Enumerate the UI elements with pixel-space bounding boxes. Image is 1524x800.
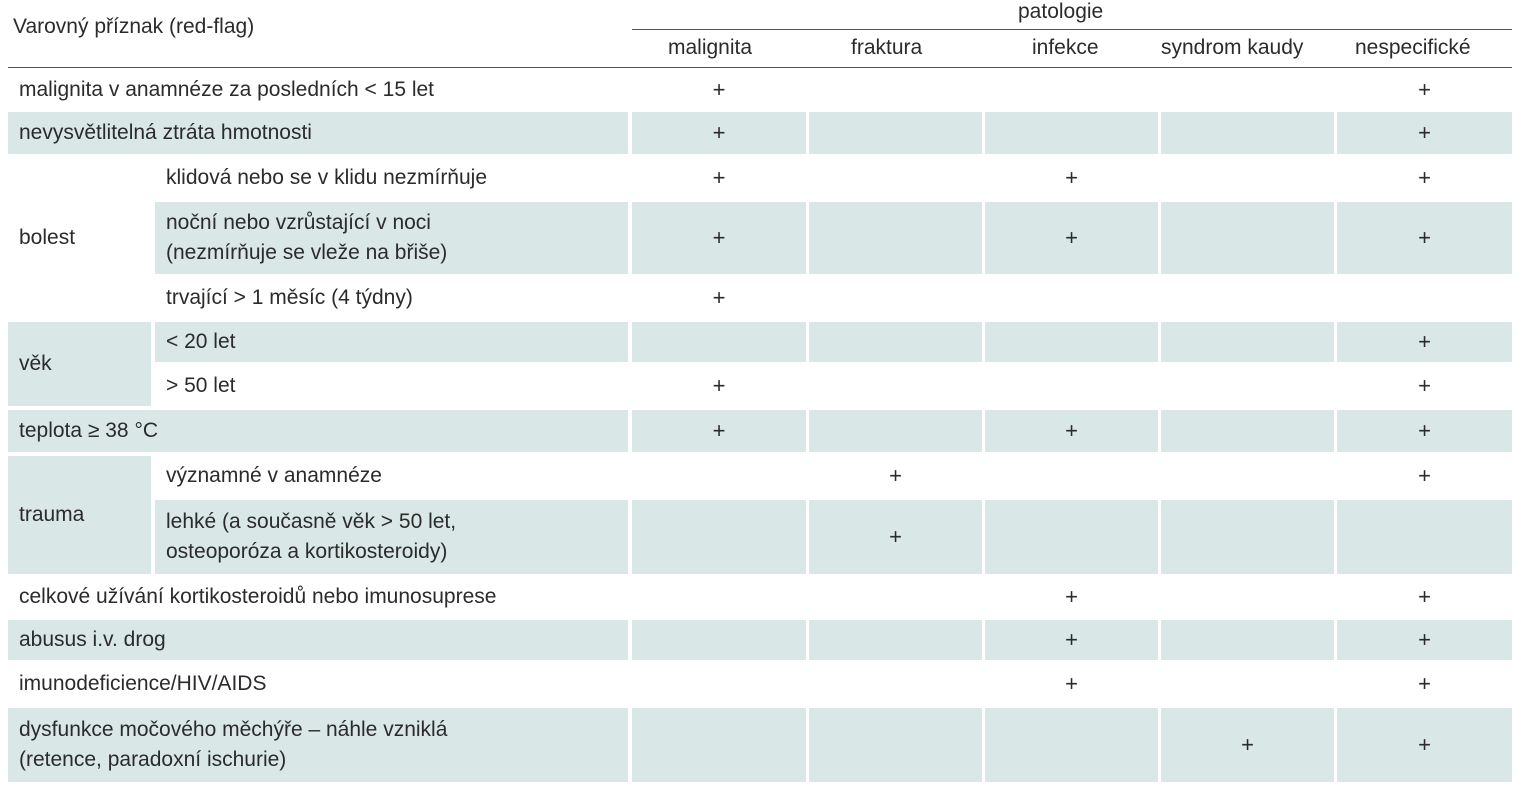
mark-cell	[1337, 366, 1512, 406]
mark-cell	[985, 322, 1158, 362]
mark-cell	[1337, 158, 1512, 198]
plus-mark: +	[1418, 671, 1431, 696]
mark-cell	[1337, 620, 1512, 660]
row-sublabel	[155, 500, 628, 574]
mark-cell	[632, 620, 806, 660]
row-label-header: Varovný příznak (red-flag)	[13, 15, 255, 38]
mark-cell	[809, 664, 982, 704]
mark-cell	[632, 456, 806, 496]
column-header-fraktura: fraktura	[851, 36, 923, 59]
mark-cell	[985, 278, 1158, 318]
mark-cell	[809, 278, 982, 318]
row-sublabel	[155, 322, 628, 362]
group-label-bolest	[8, 158, 153, 318]
mark-cell	[632, 578, 806, 616]
cell-multiline	[19, 715, 447, 775]
plus-mark: +	[712, 418, 726, 443]
cell-text-line: lehké (a současně věk > 50 let,	[166, 510, 457, 533]
cell-text-line: noční nebo vzrůstající v noci	[166, 211, 431, 234]
mark-cell	[1337, 664, 1512, 704]
cell-text: < 20 let	[166, 330, 236, 353]
mark-cell	[632, 70, 806, 110]
plus-mark: +	[712, 373, 726, 398]
mark-cell	[1161, 410, 1334, 452]
mark-cell	[985, 366, 1158, 406]
cell-multiline	[166, 507, 456, 567]
mark-cell	[632, 202, 806, 274]
plus-mark: +	[1418, 373, 1431, 398]
row-sublabel	[155, 278, 628, 318]
mark-cell	[809, 410, 982, 452]
mark-cell	[632, 112, 806, 154]
plus-mark: +	[712, 120, 726, 145]
mark-cell	[809, 70, 982, 110]
mark-cell	[1337, 456, 1512, 496]
mark-cell	[632, 278, 806, 318]
plus-mark: +	[1241, 732, 1254, 757]
plus-mark: +	[1418, 627, 1431, 652]
mark-cell	[985, 620, 1158, 660]
cell-text: trvající > 1 měsíc (4 týdny)	[166, 286, 413, 309]
cell-text: abusus i.v. drog	[19, 628, 166, 651]
mark-cell	[809, 202, 982, 274]
plus-mark: +	[1065, 165, 1078, 190]
cell-text: malignita v anamnéze za posledních < 15 let	[19, 78, 435, 101]
mark-cell	[1161, 278, 1334, 318]
mark-cell	[1337, 112, 1512, 154]
group-label-trauma	[8, 456, 151, 574]
row-sublabel	[155, 366, 628, 406]
plus-mark: +	[1418, 584, 1431, 609]
mark-cell	[632, 500, 806, 574]
group-label-věk	[8, 322, 151, 406]
row-label	[8, 620, 628, 660]
column-header-malignita: malignita	[668, 36, 753, 59]
cell-multiline	[166, 208, 447, 268]
plus-mark: +	[889, 463, 902, 488]
mark-cell	[1337, 70, 1512, 110]
plus-mark: +	[712, 225, 726, 250]
row-sublabel	[155, 456, 628, 496]
header-bottom-rule	[8, 67, 1512, 68]
mark-cell	[985, 664, 1158, 704]
mark-cell	[809, 322, 982, 362]
mark-cell	[632, 158, 806, 198]
plus-mark: +	[1418, 463, 1431, 488]
plus-mark: +	[1418, 732, 1431, 757]
plus-mark: +	[1065, 671, 1078, 696]
mark-cell	[985, 500, 1158, 574]
mark-cell	[809, 112, 982, 154]
mark-cell	[1337, 578, 1512, 616]
mark-cell	[985, 708, 1158, 782]
cell-text: trauma	[19, 503, 85, 526]
plus-mark: +	[1418, 225, 1431, 250]
mark-cell	[1161, 70, 1334, 110]
row-label	[8, 112, 628, 154]
mark-cell	[1337, 202, 1512, 274]
mark-cell	[1161, 322, 1334, 362]
row-label	[8, 708, 628, 782]
mark-cell	[1161, 620, 1334, 660]
row-sublabel	[155, 158, 628, 198]
cell-text: celkové užívání kortikosteroidů nebo imunosuprese	[19, 585, 497, 608]
mark-cell	[1337, 708, 1512, 782]
mark-cell	[1161, 456, 1334, 496]
mark-cell	[632, 664, 806, 704]
column-header-nespecificke: nespecifické	[1355, 36, 1471, 59]
mark-cell	[985, 202, 1158, 274]
cell-text: bolest	[19, 226, 76, 249]
plus-mark: +	[712, 165, 726, 190]
plus-mark: +	[712, 77, 726, 102]
cell-text-line: (nezmírňuje se vleže na břiše)	[166, 241, 448, 264]
mark-cell	[985, 112, 1158, 154]
mark-cell	[985, 410, 1158, 452]
plus-mark: +	[1418, 77, 1431, 102]
mark-cell	[1337, 410, 1512, 452]
mark-cell	[1337, 500, 1512, 574]
plus-mark: +	[1418, 418, 1431, 443]
mark-cell	[1161, 500, 1334, 574]
mark-cell	[1161, 366, 1334, 406]
mark-cell	[809, 708, 982, 782]
row-sublabel	[155, 202, 628, 274]
mark-cell	[809, 578, 982, 616]
cell-text: klidová nebo se v klidu nezmírňuje	[166, 166, 488, 189]
plus-mark: +	[889, 524, 902, 549]
cell-text-line: osteoporóza a kortikosteroidy)	[166, 540, 448, 563]
cell-text: > 50 let	[166, 374, 236, 397]
pathology-group-header: patologie	[1018, 0, 1104, 23]
row-label	[8, 410, 628, 452]
plus-mark: +	[1418, 120, 1431, 145]
mark-cell	[809, 456, 982, 496]
mark-cell	[1161, 708, 1334, 782]
plus-mark: +	[1065, 418, 1078, 443]
plus-mark: +	[712, 285, 726, 310]
mark-cell	[809, 500, 982, 574]
mark-cell	[1161, 158, 1334, 198]
group-header-rule	[632, 29, 1512, 30]
mark-cell	[632, 322, 806, 362]
mark-cell	[985, 70, 1158, 110]
plus-mark: +	[1418, 165, 1431, 190]
row-label	[8, 578, 628, 616]
mark-cell	[985, 456, 1158, 496]
cell-text: nevysvětlitelná ztráta hmotnosti	[19, 121, 312, 144]
mark-cell	[1161, 664, 1334, 704]
plus-mark: +	[1065, 627, 1078, 652]
column-header-infekce: infekce	[1032, 36, 1099, 59]
cell-text: imunodeficience/HIV/AIDS	[19, 672, 267, 695]
mark-cell	[632, 410, 806, 452]
mark-cell	[985, 578, 1158, 616]
mark-cell	[809, 366, 982, 406]
row-label	[8, 70, 628, 110]
column-header-syndrom-kaudy: syndrom kaudy	[1161, 36, 1304, 59]
plus-mark: +	[1065, 225, 1078, 250]
plus-mark: +	[1065, 584, 1078, 609]
cell-text: teplota ≥ 38 °C	[19, 419, 159, 442]
row-label	[8, 664, 628, 704]
red-flag-table	[8, 0, 1512, 800]
mark-cell	[1161, 202, 1334, 274]
mark-cell	[809, 158, 982, 198]
mark-cell	[632, 366, 806, 406]
mark-cell	[1161, 578, 1334, 616]
mark-cell	[1337, 322, 1512, 362]
cell-text: významné v anamnéze	[166, 464, 382, 487]
cell-text: věk	[19, 352, 52, 375]
mark-cell	[1337, 278, 1512, 318]
plus-mark: +	[1418, 329, 1431, 354]
mark-cell	[809, 620, 982, 660]
mark-cell	[985, 158, 1158, 198]
mark-cell	[632, 708, 806, 782]
cell-text-line: dysfunkce močového měchýře – náhle vzniklá	[19, 718, 448, 741]
mark-cell	[1161, 112, 1334, 154]
cell-text-line: (retence, paradoxní ischurie)	[19, 748, 287, 771]
